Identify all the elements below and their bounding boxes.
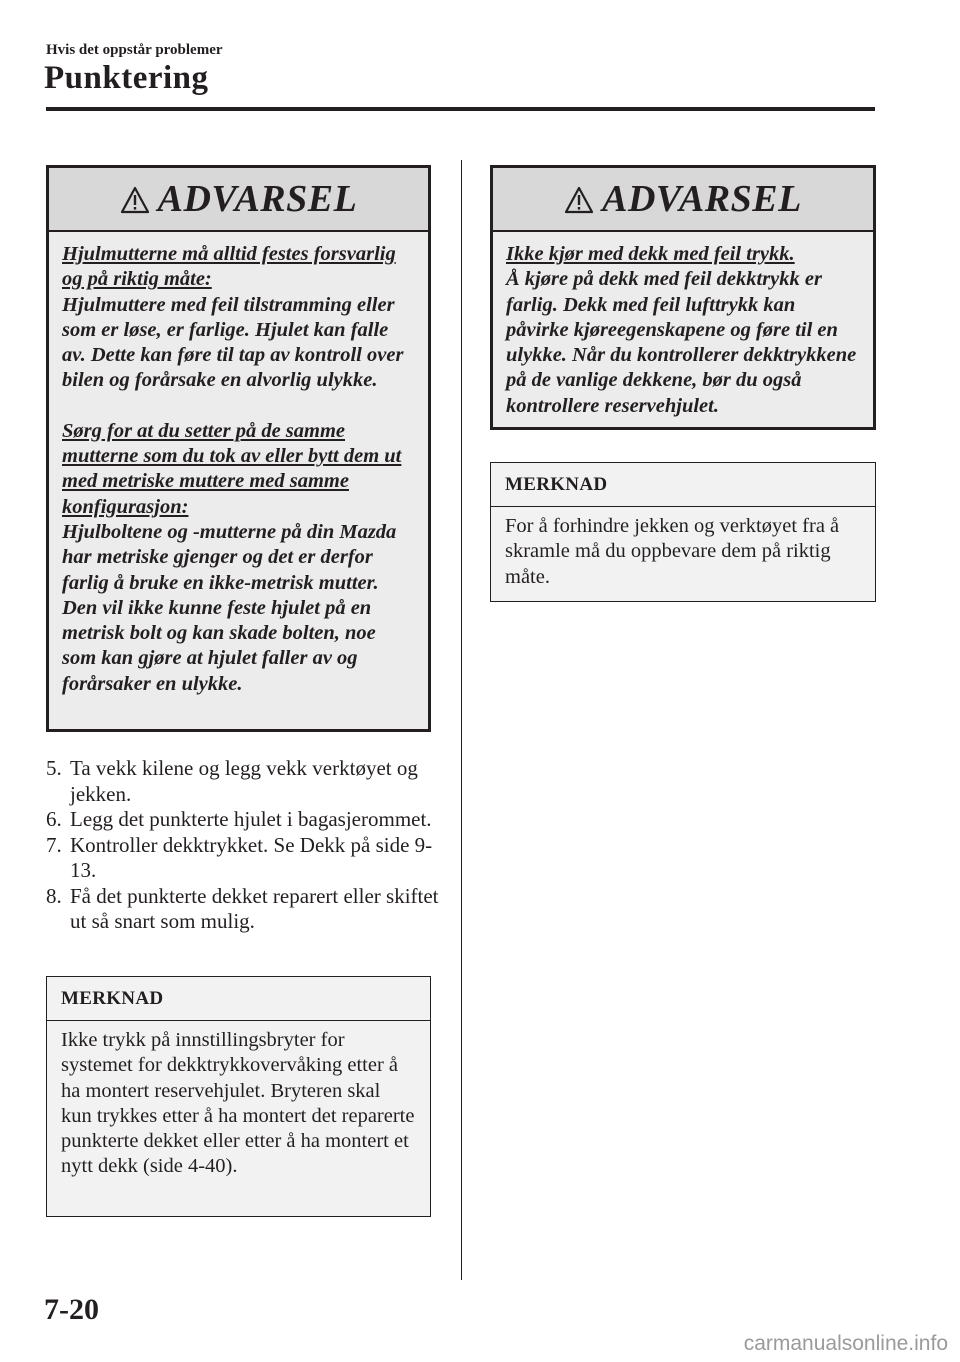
step-list [46,756,446,935]
title-rule [46,107,875,111]
warning-triangle-icon [564,186,594,214]
warning-title: ADVARSEL [602,178,802,220]
step-text: Legg det punkterte hjulet i bagasjerommet. [70,807,432,831]
warning-box-left [46,165,431,732]
note-title: MERKNAD [47,977,430,1021]
page-number: 7-20 [44,1293,99,1326]
warning-title: ADVARSEL [157,178,358,220]
step-text: Kontroller dekktrykket. Se Dekk på side 9-13. [70,832,433,882]
page-title: Punktering [44,60,209,96]
list-item [46,807,446,833]
warning-box-right [490,165,876,430]
warning-triangle-icon [120,186,150,214]
warning-body [493,232,873,433]
step-text: Ta vekk kilene og legg vekk verktøyet og jekken. [70,756,418,806]
watermark-link[interactable]: carmanualsonline.info [743,1332,948,1355]
note-text: For å forhindre jekken og verktøyet fra å skramle må du oppbevare dem på riktig måte. [505,515,840,588]
warning-header [493,168,873,232]
list-item [46,833,446,884]
warning-heading: Ikke kjør med dekk med feil trykk. [506,243,795,265]
list-item [46,756,446,807]
list-item [46,884,446,935]
warning-header [49,168,428,232]
warning-heading: Sørg for at du setter på de samme mutterne som du tok av eller bytt dem ut med metriske muttere med samme konfigurasjon: [62,419,402,518]
note-box-left [46,976,431,1217]
section-label: Hvis det oppstår problemer [46,42,223,58]
step-text: Få det punkterte dekket reparert eller skiftet ut så snart som mulig. [70,883,439,933]
warning-text: Å kjøre på dekk med feil dekktrykk er farlig. Dekk med feil lufttrykk kan påvirke kjøreegenskapene og føre til en ulykke. Når du kontrollerer dekktrykkene på de vanlige dekkene, bør du også kontrollere reservehjulet. [506,268,857,417]
warning-text: Hjulmuttere med feil tilstramming eller som er løse, er farlige. Hjulet kan falle av. Dette kan føre til tap av kontroll over bilen og forårsake en alvorlig ulykke. [62,293,404,392]
note-box-right [490,462,876,602]
note-text: Ikke trykk på innstillingsbryter for systemet for dekktrykkovervåking etter å ha montert reservehjulet. Bryteren skal kun trykkes etter å ha montert det reparerte punkterte dekket eller etter å ha montert et nytt dekk (side 4-40). [61,1029,415,1178]
column-divider [461,160,462,1280]
step-number: 7. [46,832,62,857]
warning-text: Hjulboltene og -mutterne på din Mazda har metriske gjenger og det er derfor farlig å bruke en ikke-metrisk mutter. Den vil ikke kunne feste hjulet på en metrisk bolt og kan skade bolten, noe som kan gjøre at hjulet faller av og forårsaker en ulykke. [62,520,397,695]
warning-body [49,232,428,711]
step-number: 5. [46,756,62,780]
step-number: 6. [46,807,62,831]
step-number: 8. [46,883,62,908]
warning-heading: Hjulmutterne må alltid festes forsvarlig og på riktig måte: [62,243,396,291]
note-title: MERKNAD [491,463,875,507]
